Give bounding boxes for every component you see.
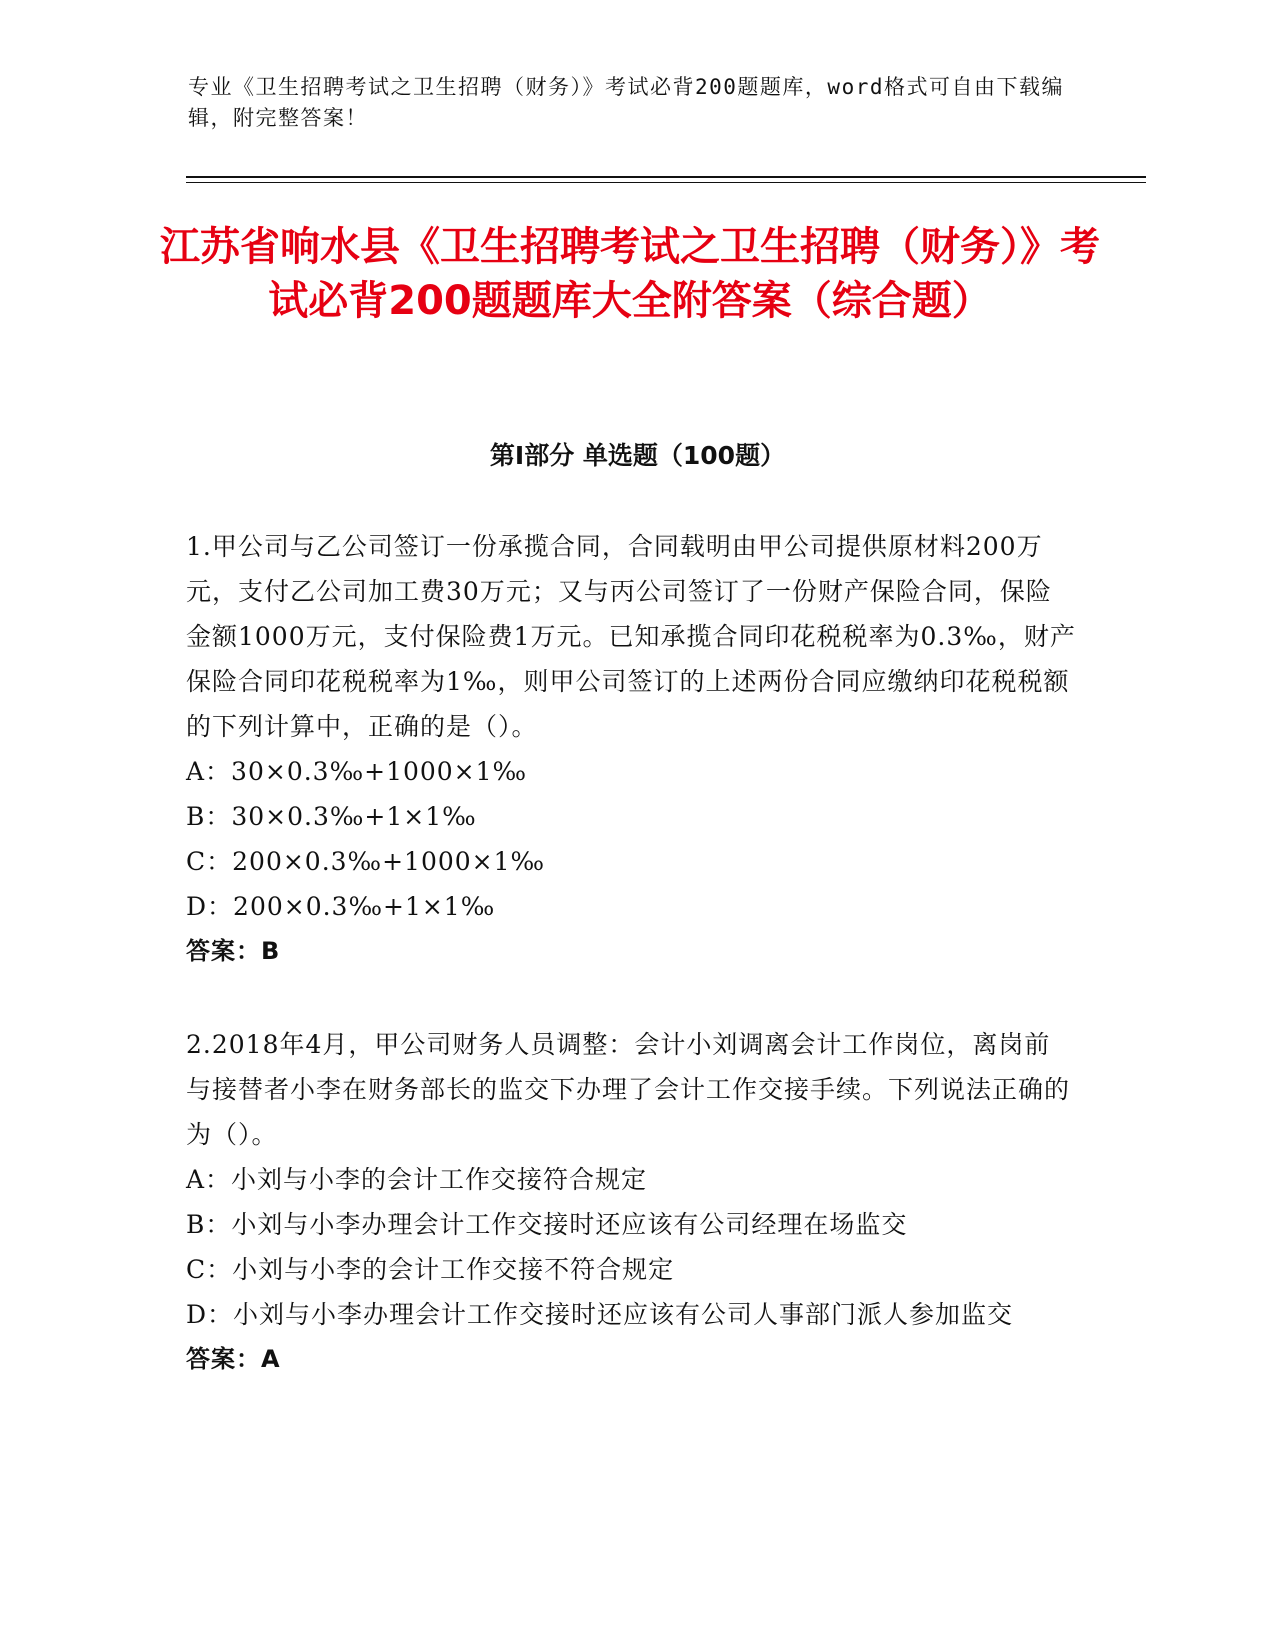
question-stem: 1.甲公司与乙公司签订一份承揽合同，合同载明由甲公司提供原材料200万元，支付乙公司加工费30万元；又与丙公司签订了一份财产保险合同，保险金额1000万元，支付保险费1万元。已知承揽合同印花税税率为0.3‰，财产保险合同印花税税率为1‰，则甲公司签订的上述两份合同应缴纳印花税税额的下列计算中，正确的是（）。 xyxy=(186,532,1076,741)
option-b: B：小刘与小李办理会计工作交接时还应该有公司经理在场监交 xyxy=(186,1210,908,1239)
option-c: C：200×0.3‰+1000×1‰ xyxy=(186,847,546,876)
header-divider-thin xyxy=(186,182,1146,183)
option-b: B：30×0.3‰+1×1‰ xyxy=(186,802,477,831)
option-a: A：30×0.3‰+1000×1‰ xyxy=(186,757,528,786)
header-divider-thick xyxy=(186,176,1146,178)
option-c: C：小刘与小李的会计工作交接不符合规定 xyxy=(186,1255,675,1284)
option-d: D：小刘与小李办理会计工作交接时还应该有公司人事部门派人参加监交 xyxy=(186,1300,1014,1329)
option-a: A：小刘与小李的会计工作交接符合规定 xyxy=(186,1165,648,1194)
answer: 答案：A xyxy=(186,1345,281,1373)
question-2 xyxy=(186,1022,1076,1382)
question-stem: 2.2018年4月，甲公司财务人员调整：会计小刘调离会计工作岗位，离岗前与接替者小李在财务部长的监交下办理了会计工作交接手续。下列说法正确的为（）。 xyxy=(186,1030,1071,1149)
option-d: D：200×0.3‰+1×1‰ xyxy=(186,892,496,921)
answer: 答案：B xyxy=(186,937,281,965)
question-1 xyxy=(186,524,1076,974)
document-title: 江苏省响水县《卫生招聘考试之卫生招聘（财务）》考试必背200题题库大全附答案（综合题） xyxy=(160,224,1100,324)
section-title: 第I部分 单选题（100题） xyxy=(489,441,786,470)
document-intro: 专业《卫生招聘考试之卫生招聘（财务）》考试必背200题题库，word格式可自由下载编辑，附完整答案！ xyxy=(188,75,1064,130)
